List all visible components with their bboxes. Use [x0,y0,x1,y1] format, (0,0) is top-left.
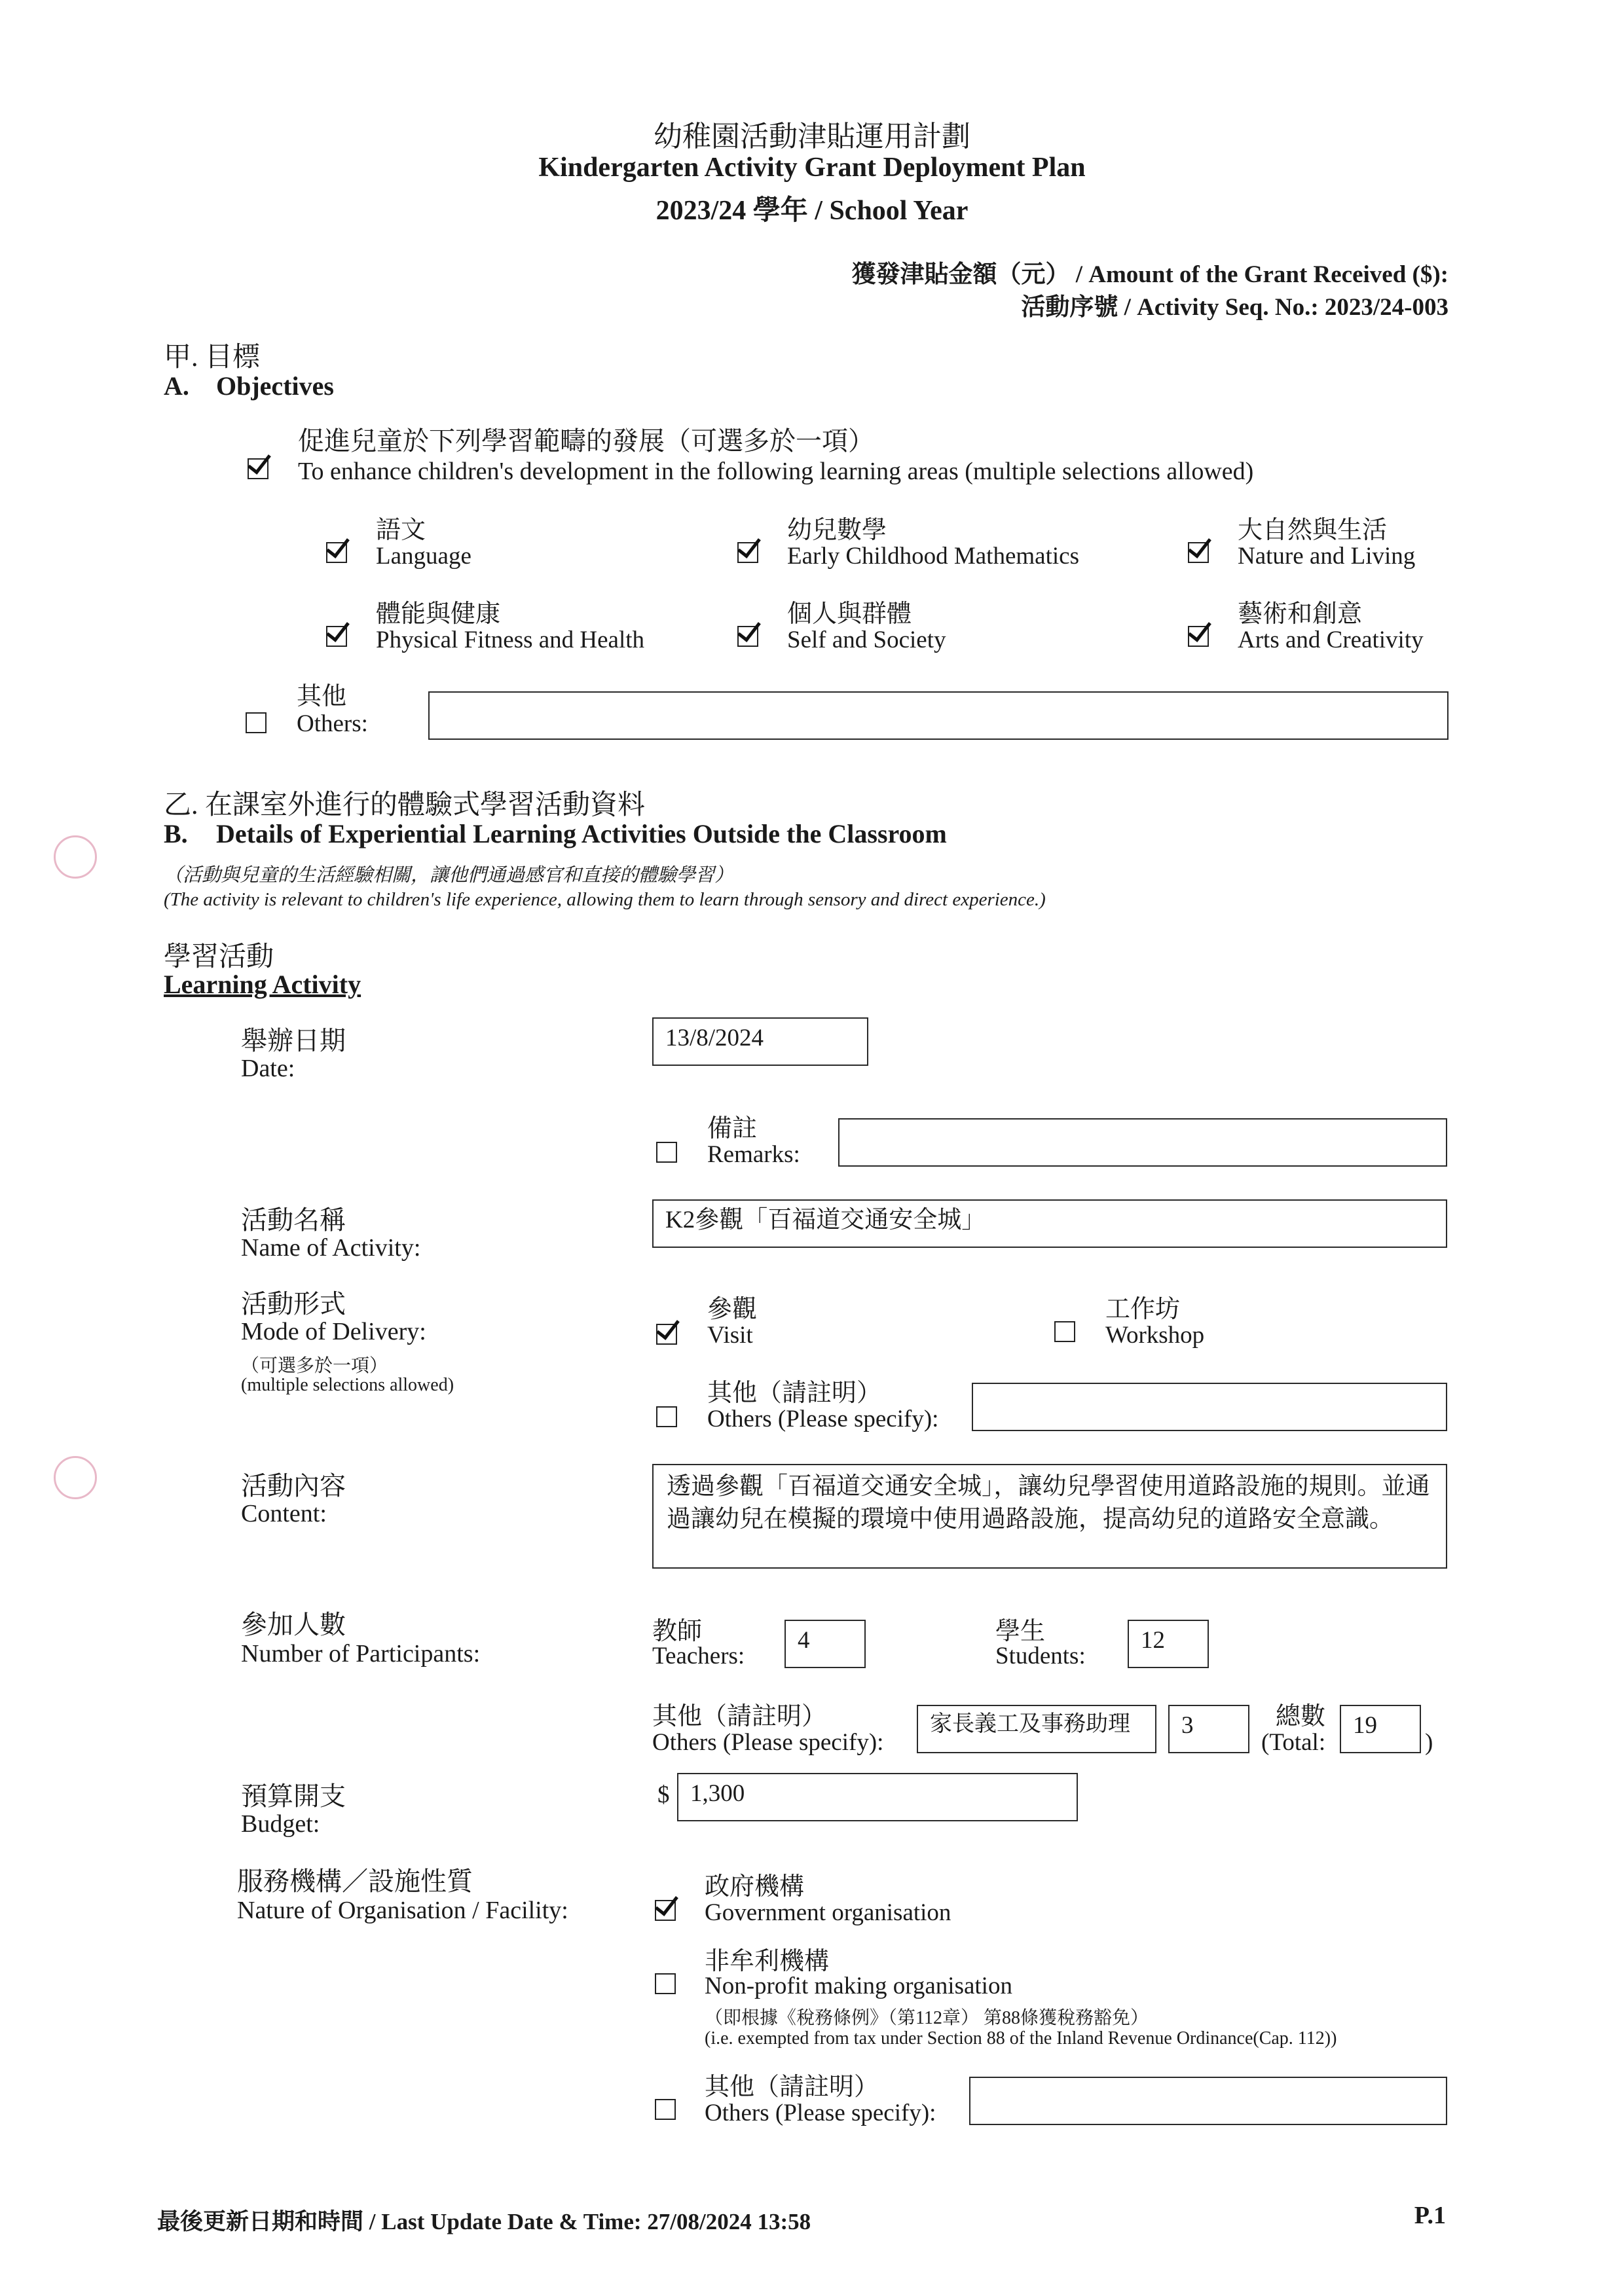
workshop-checkbox[interactable] [1054,1321,1075,1342]
section-b-note-zh: （活動與兒童的生活經驗相關，讓他們通過感官和直接的體驗學習） [164,865,734,886]
gov-org-checkbox[interactable] [655,1900,676,1921]
remarks-label-en: Remarks: [707,1141,800,1168]
total-label-en: (Total: [1261,1729,1326,1756]
area-math-checkbox[interactable] [737,542,758,563]
participants-label-en: Number of Participants: [241,1640,481,1667]
students-label-zh: 學生 [995,1618,1046,1645]
content-label-zh: 活動內容 [241,1471,346,1501]
objective-others-checkbox[interactable] [246,712,267,733]
activity-seq-label: 活動序號 / Activity Seq. No.: 2023/24-003 [1021,294,1449,321]
mode-others-checkbox[interactable] [656,1406,677,1427]
visit-checkbox[interactable] [656,1324,677,1345]
visit-label-en: Visit [707,1322,753,1349]
mode-note-zh: （可選多於一項） [241,1356,388,1376]
section-a-heading-zh: 甲. 目標 [164,342,261,373]
mode-others-field[interactable] [972,1383,1447,1431]
area-arts-checkbox[interactable] [1188,626,1209,647]
org-label-zh: 服務機構／設施性質 [237,1867,473,1896]
teachers-field[interactable]: 4 [784,1620,866,1668]
area-arts-en: Arts and Creativity [1238,627,1424,653]
learning-activity-en: Learning Activity [164,970,361,999]
remarks-label-zh: 備註 [707,1115,758,1142]
budget-label-zh: 預算開支 [241,1781,346,1811]
content-label-en: Content: [241,1500,327,1527]
participants-label-zh: 參加人數 [241,1610,346,1639]
area-arts-zh: 藝術和創意 [1238,600,1363,628]
area-language-checkbox[interactable] [326,542,347,563]
students-field[interactable]: 12 [1128,1620,1209,1668]
npo-checkbox[interactable] [655,1973,676,1994]
content-field[interactable]: 透過參觀「百福道交通安全城」，讓幼兒學習使用道路設施的規則。並通過讓幼兒在模擬的環境中使用過路設施，提高幼兒的道路安全意識。 [652,1464,1447,1569]
punch-hole-top [54,835,97,879]
area-nature-en: Nature and Living [1238,543,1416,570]
objective-main-checkbox[interactable] [248,458,268,479]
mode-others-label-zh: 其他（請註明） [707,1379,882,1407]
title-en: Kindergarten Activity Grant Deployment Plan [538,153,1086,183]
org-others-label-zh: 其他（請註明） [705,2073,879,2101]
section-a-heading-en: Objectives [216,371,334,401]
budget-field[interactable]: 1,300 [677,1773,1078,1821]
date-field[interactable]: 13/8/2024 [652,1017,868,1066]
activity-name-label-zh: 活動名稱 [241,1205,346,1235]
students-label-en: Students: [995,1643,1086,1669]
workshop-label-zh: 工作坊 [1105,1296,1181,1323]
org-others-checkbox[interactable] [655,2099,676,2120]
participants-others-desc-field[interactable]: 家長義工及事務助理 [917,1705,1156,1753]
punch-hole-bottom [54,1456,97,1499]
npo-note-en: (i.e. exempted from tax under Section 88 of the Inland Revenue Ordinance(Cap. 112)) [705,2028,1337,2049]
date-label-zh: 舉辦日期 [241,1026,346,1055]
page-number: P.1 [1414,2202,1446,2229]
npo-label-en: Non-profit making organisation [705,1973,1012,1999]
objective-main-zh: 促進兒童於下列學習範疇的發展（可選多於一項） [298,426,874,456]
budget-currency: $ [657,1781,670,1808]
mode-label-en: Mode of Delivery: [241,1318,426,1345]
objective-others-field[interactable] [428,691,1449,740]
area-physical-checkbox[interactable] [326,626,347,647]
objective-others-en: Others: [297,710,368,737]
area-math-en: Early Childhood Mathematics [787,543,1079,570]
total-label-zh: 總數 [1276,1703,1326,1730]
budget-label-en: Budget: [241,1810,320,1838]
participants-others-label-en: Others (Please specify): [652,1729,884,1756]
teachers-label-zh: 教師 [652,1618,703,1645]
section-b-note-en: (The activity is relevant to children's life experience, allowing them to learn through sensory and direct experience.) [164,889,1046,910]
section-b-letter: B. [164,819,188,848]
activity-name-label-en: Name of Activity: [241,1234,421,1262]
gov-org-label-zh: 政府機構 [705,1873,805,1901]
area-physical-zh: 體能與健康 [376,600,501,628]
gov-org-label-en: Government organisation [705,1899,951,1926]
section-b-heading-zh: 乙. 在課室外進行的體驗式學習活動資料 [164,790,646,820]
area-self-society-zh: 個人與群體 [787,600,912,628]
area-language-zh: 語文 [376,517,426,544]
objective-others-zh: 其他 [297,683,347,710]
objective-main-en: To enhance children's development in the following learning areas (multiple selections allowed) [298,458,1254,485]
participants-others-count-field[interactable]: 3 [1168,1705,1249,1753]
area-math-zh: 幼兒數學 [787,517,887,544]
date-label-en: Date: [241,1055,295,1082]
mode-others-label-en: Others (Please specify): [707,1406,939,1432]
npo-label-zh: 非牟利機構 [705,1948,830,1975]
org-others-field[interactable] [969,2077,1447,2125]
total-close-paren: ) [1425,1729,1433,1756]
remarks-field[interactable] [838,1118,1447,1167]
workshop-label-en: Workshop [1105,1322,1205,1349]
section-a-letter: A. [164,371,189,401]
total-field[interactable]: 19 [1340,1705,1421,1753]
area-nature-checkbox[interactable] [1188,542,1209,563]
remarks-checkbox[interactable] [656,1142,677,1163]
participants-others-label-zh: 其他（請註明） [652,1703,827,1730]
area-physical-en: Physical Fitness and Health [376,627,645,653]
mode-label-zh: 活動形式 [241,1289,346,1319]
section-b-heading-en: Details of Experiential Learning Activities Outside the Classroom [216,819,947,848]
visit-label-zh: 參觀 [707,1296,758,1323]
area-nature-zh: 大自然與生活 [1238,517,1388,544]
npo-note-zh: （即根據《稅務條例》（第112章） 第88條獲稅務豁免） [705,2008,1149,2028]
org-label-en: Nature of Organisation / Facility: [237,1897,568,1924]
title-zh: 幼稚園活動津貼運用計劃 [654,120,970,153]
school-year: 2023/24 學年 / School Year [655,196,969,226]
org-others-label-en: Others (Please specify): [705,2100,936,2126]
teachers-label-en: Teachers: [652,1643,745,1669]
last-update-text: 最後更新日期和時間 / Last Update Date & Time: 27/08/2024 13:58 [157,2209,811,2234]
mode-note-en: (multiple selections allowed) [241,1375,454,1395]
activity-name-field[interactable]: K2參觀「百福道交通安全城」 [652,1199,1447,1248]
area-self-society-en: Self and Society [787,627,946,653]
grant-amount-label: 獲發津貼金額（元） / Amount of the Grant Received ($): [851,261,1449,288]
area-language-en: Language [376,543,471,570]
area-self-society-checkbox[interactable] [737,626,758,647]
learning-activity-zh: 學習活動 [164,942,274,972]
